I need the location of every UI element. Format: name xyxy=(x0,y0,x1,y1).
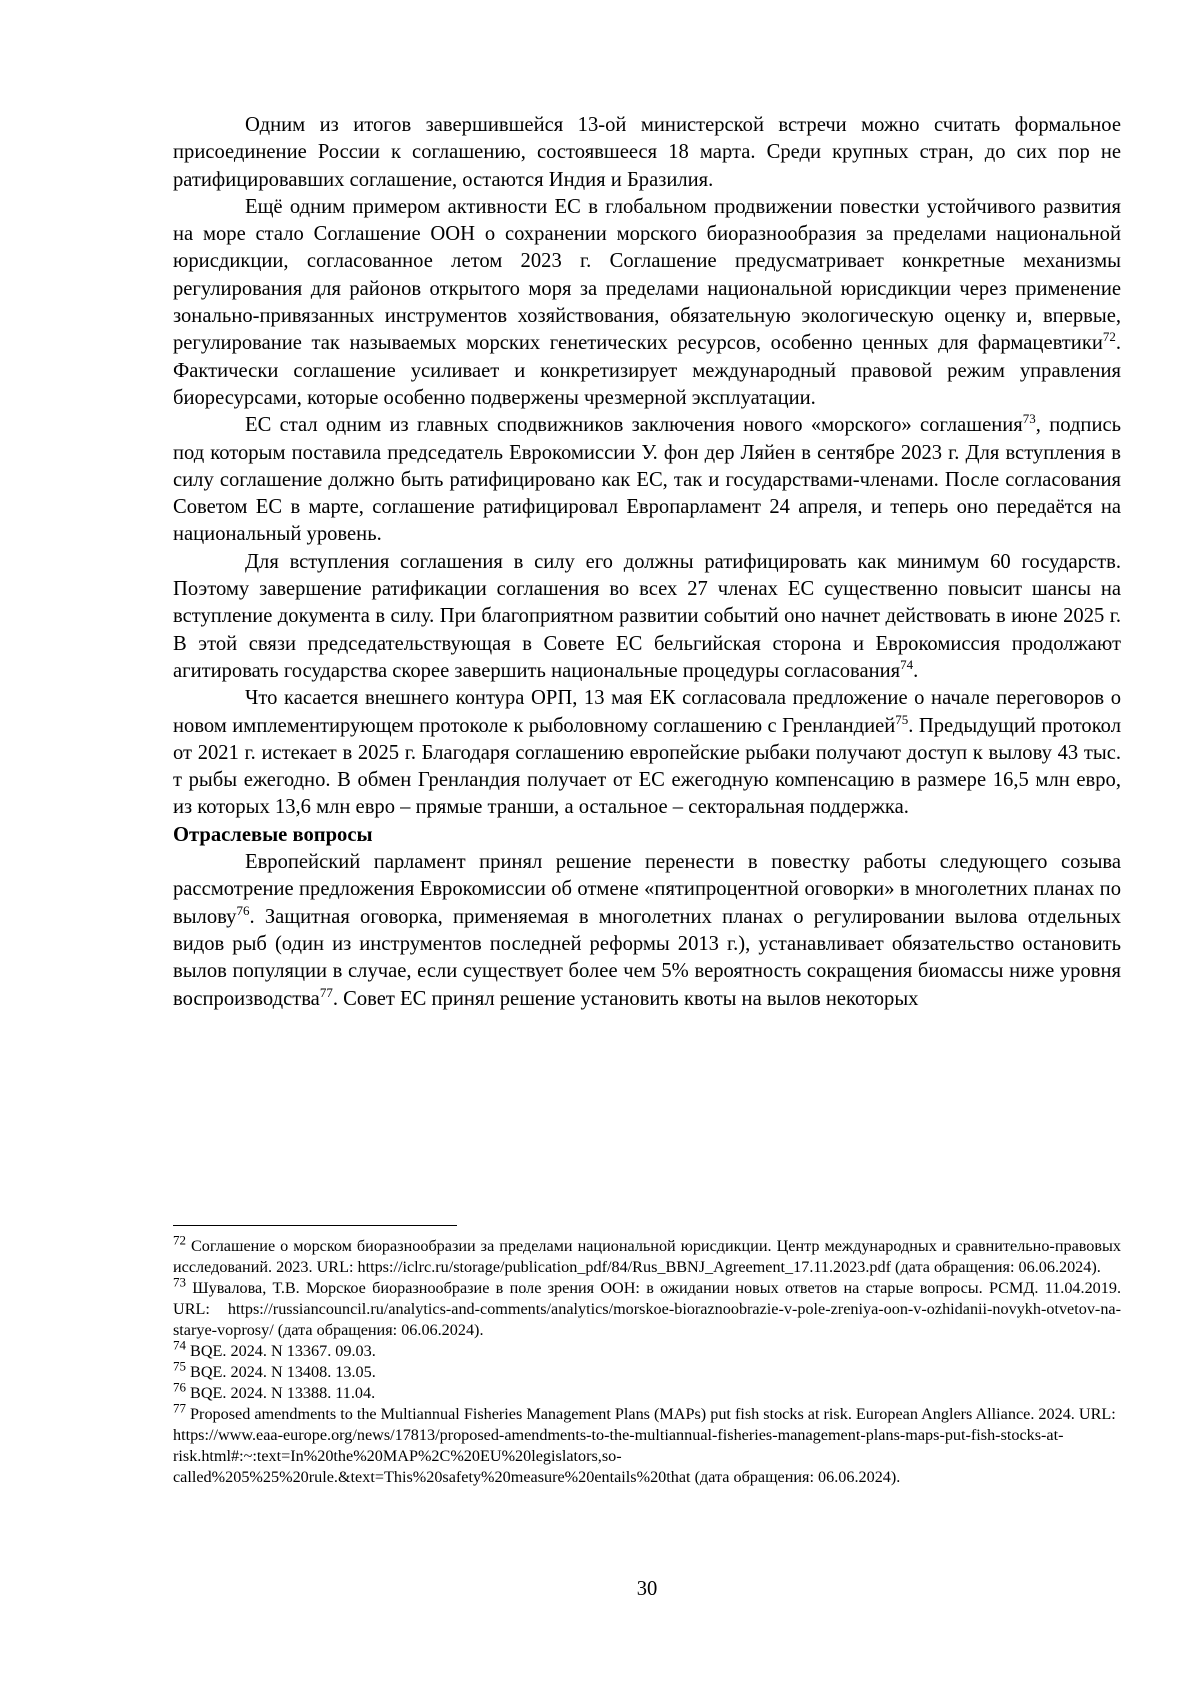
footnotes xyxy=(173,1232,1121,1488)
footnote-divider xyxy=(173,1225,457,1226)
footnote-ref-74[interactable]: 74 xyxy=(900,657,914,673)
paragraph-1: Одним из итогов завершившейся 13-ой министерской встречи можно считать формальное присоединение России к соглашению, состоявшееся 18 марта. Среди крупных стран, до сих пор не ратифицировавших соглашение, остаются Индия и Бразилия. xyxy=(173,114,1121,191)
paragraph-6: Европейский парламент принял решение перенести в повестку работы следующего созыва рассмотрение предложения Еврокомиссии об отмене «пятипроцентной оговорки» в многолетних планах по вылову$^{76}$. Защитная оговорка, применяемая в многолетних планах о регулировании вылова отдельных видов рыб (один из инструментов последней реформы 2013 г.), устанавливает обязательство остановить вылов популяции в случае, если существует более чем 5% вероятность сокращения биомассы ниже уровня воспроизводства$^{77}$. Совет ЕС принял решение установить квоты на вылов некоторых xyxy=(173,851,1121,1010)
paragraph-4: Для вступления соглашения в силу его должны ратифицировать как минимум 60 государств. Поэтому завершение ратификации соглашения во всех 27 членах ЕС существенно повысит шансы на вступление документа в силу. При благоприятном развитии событий оно начнет действовать в июне 2025 г. В этой связи председательствующая в Совете ЕС бельгийская сторона и Еврокомиссия продолжают агитировать государства скорее завершить национальные процедуры согласования$^{74}$. xyxy=(173,550,1121,682)
footnote-ref-73[interactable]: 73 xyxy=(1022,411,1036,427)
footnote-75: $^{75}$ BQE. 2024. N 13408. 13.05. xyxy=(173,1358,376,1381)
footnote-74: $^{74}$ BQE. 2024. N 13367. 09.03. xyxy=(173,1337,376,1360)
footnote-76: $^{76}$ BQE. 2024. N 13388. 11.04. xyxy=(173,1379,376,1402)
footnote-ref-75[interactable]: 75 xyxy=(895,711,909,727)
paragraph-5: Что касается внешнего контура ОРП, 13 мая ЕК согласовала предложение о начале переговоров о новом имплементирующем протоколе к рыболовному соглашению с Гренландией$^{75}$. Предыдущий протокол от 2021 г. истекает в 2025 г. Благодаря соглашению европейские рыбаки получают доступ к вылову 43 тыс. т рыбы ежегодно. В обмен Гренландия получает от ЕС ежегодную компенсацию в размере 16,5 млн евро, из которых 13,6 млн евро – прямые транши, а остальное – секторальная поддержка. xyxy=(173,687,1121,819)
footnote-72: $^{72}$ Соглашение о морском биоразнообразии за пределами национальной юрисдикции. Центр международных и сравнительно-правовых исследований. 2023. URL: https://iclrc.ru/storage/publication_pdf/84/Rus_BBNJ_Agreement_17.11.2023.pdf (дата обращения: 06.06.2024). xyxy=(173,1232,1121,1276)
page-number: 30 xyxy=(636,1578,658,1600)
footnote-73: $^{73}$ Шувалова, Т.В. Морское биоразнообразие в поле зрения ООН: в ожидании новых ответов на старые вопросы. РСМД. 11.04.2019. URL: https://russiancouncil.ru/analytics-and-comments/analytics/morskoe-bioraznoobrazie-v-pole-zreniya-oon-v-ozhidanii-novykh-otvetov-na-starye-voprosy/ (дата обращения: 06.06.2024). xyxy=(173,1274,1121,1339)
footnote-77: $^{77}$ Proposed amendments to the Multiannual Fisheries Management Plans (MAPs) put fish stocks at risk. European Anglers Alliance. 2024. URL: https://www.eaa-europe.org/news/17813/proposed-amendments-to-the-multiannual-fisheries-management-plans-maps-put-fish-stocks-at-risk.html#:~:text=In%20the%20MAP%2C%20EU%20legislators,so-called%205%25%20rule.&text=This%20safety%20measure%20entails%20that (дата обращения: 06.06.2024). xyxy=(173,1400,1116,1486)
footnote-ref-77[interactable]: 77 xyxy=(319,984,333,1000)
footnote-ref-76[interactable]: 76 xyxy=(236,902,250,918)
paragraph-2: Ещё одним примером активности ЕС в глобальном продвижении повестки устойчивого развития на море стало Соглашение ООН о сохранении морского биоразнообразия за пределами национальной юрисдикции, согласованное летом 2023 г. Соглашение предусматривает конкретные механизмы регулирования для районов открытого моря за пределами национальной юрисдикции через применение зонально-привязанных инструментов хозяйствования, обязательную экологическую оценку и, впервые, регулирование так называемых морских генетических ресурсов, особенно ценных для фармацевтики$^{72}$. Фактически соглашение усиливает и конкретизирует международный правовой режим управления биоресурсами, которые особенно подвержены чрезмерной эксплуатации. xyxy=(173,195,1121,409)
section-heading: Отраслевые вопросы xyxy=(173,823,373,846)
footnote-ref-72[interactable]: 72 xyxy=(1102,329,1116,345)
paragraph-3: ЕС стал одним из главных сподвижников заключения нового «морского» соглашения$^{73}$, подпись под которым поставила председатель Еврокомиссии У. фон дер Ляйен в сентябре 2023 г. Для вступления в силу соглашение должно быть ратифицировано как ЕС, так и государствами-членами. После согласования Советом ЕС в марте, соглашение ратифицировал Европарламент 24 апреля, и теперь оно передаётся на национальный уровень. xyxy=(173,411,1122,546)
body-text xyxy=(173,112,1121,1013)
